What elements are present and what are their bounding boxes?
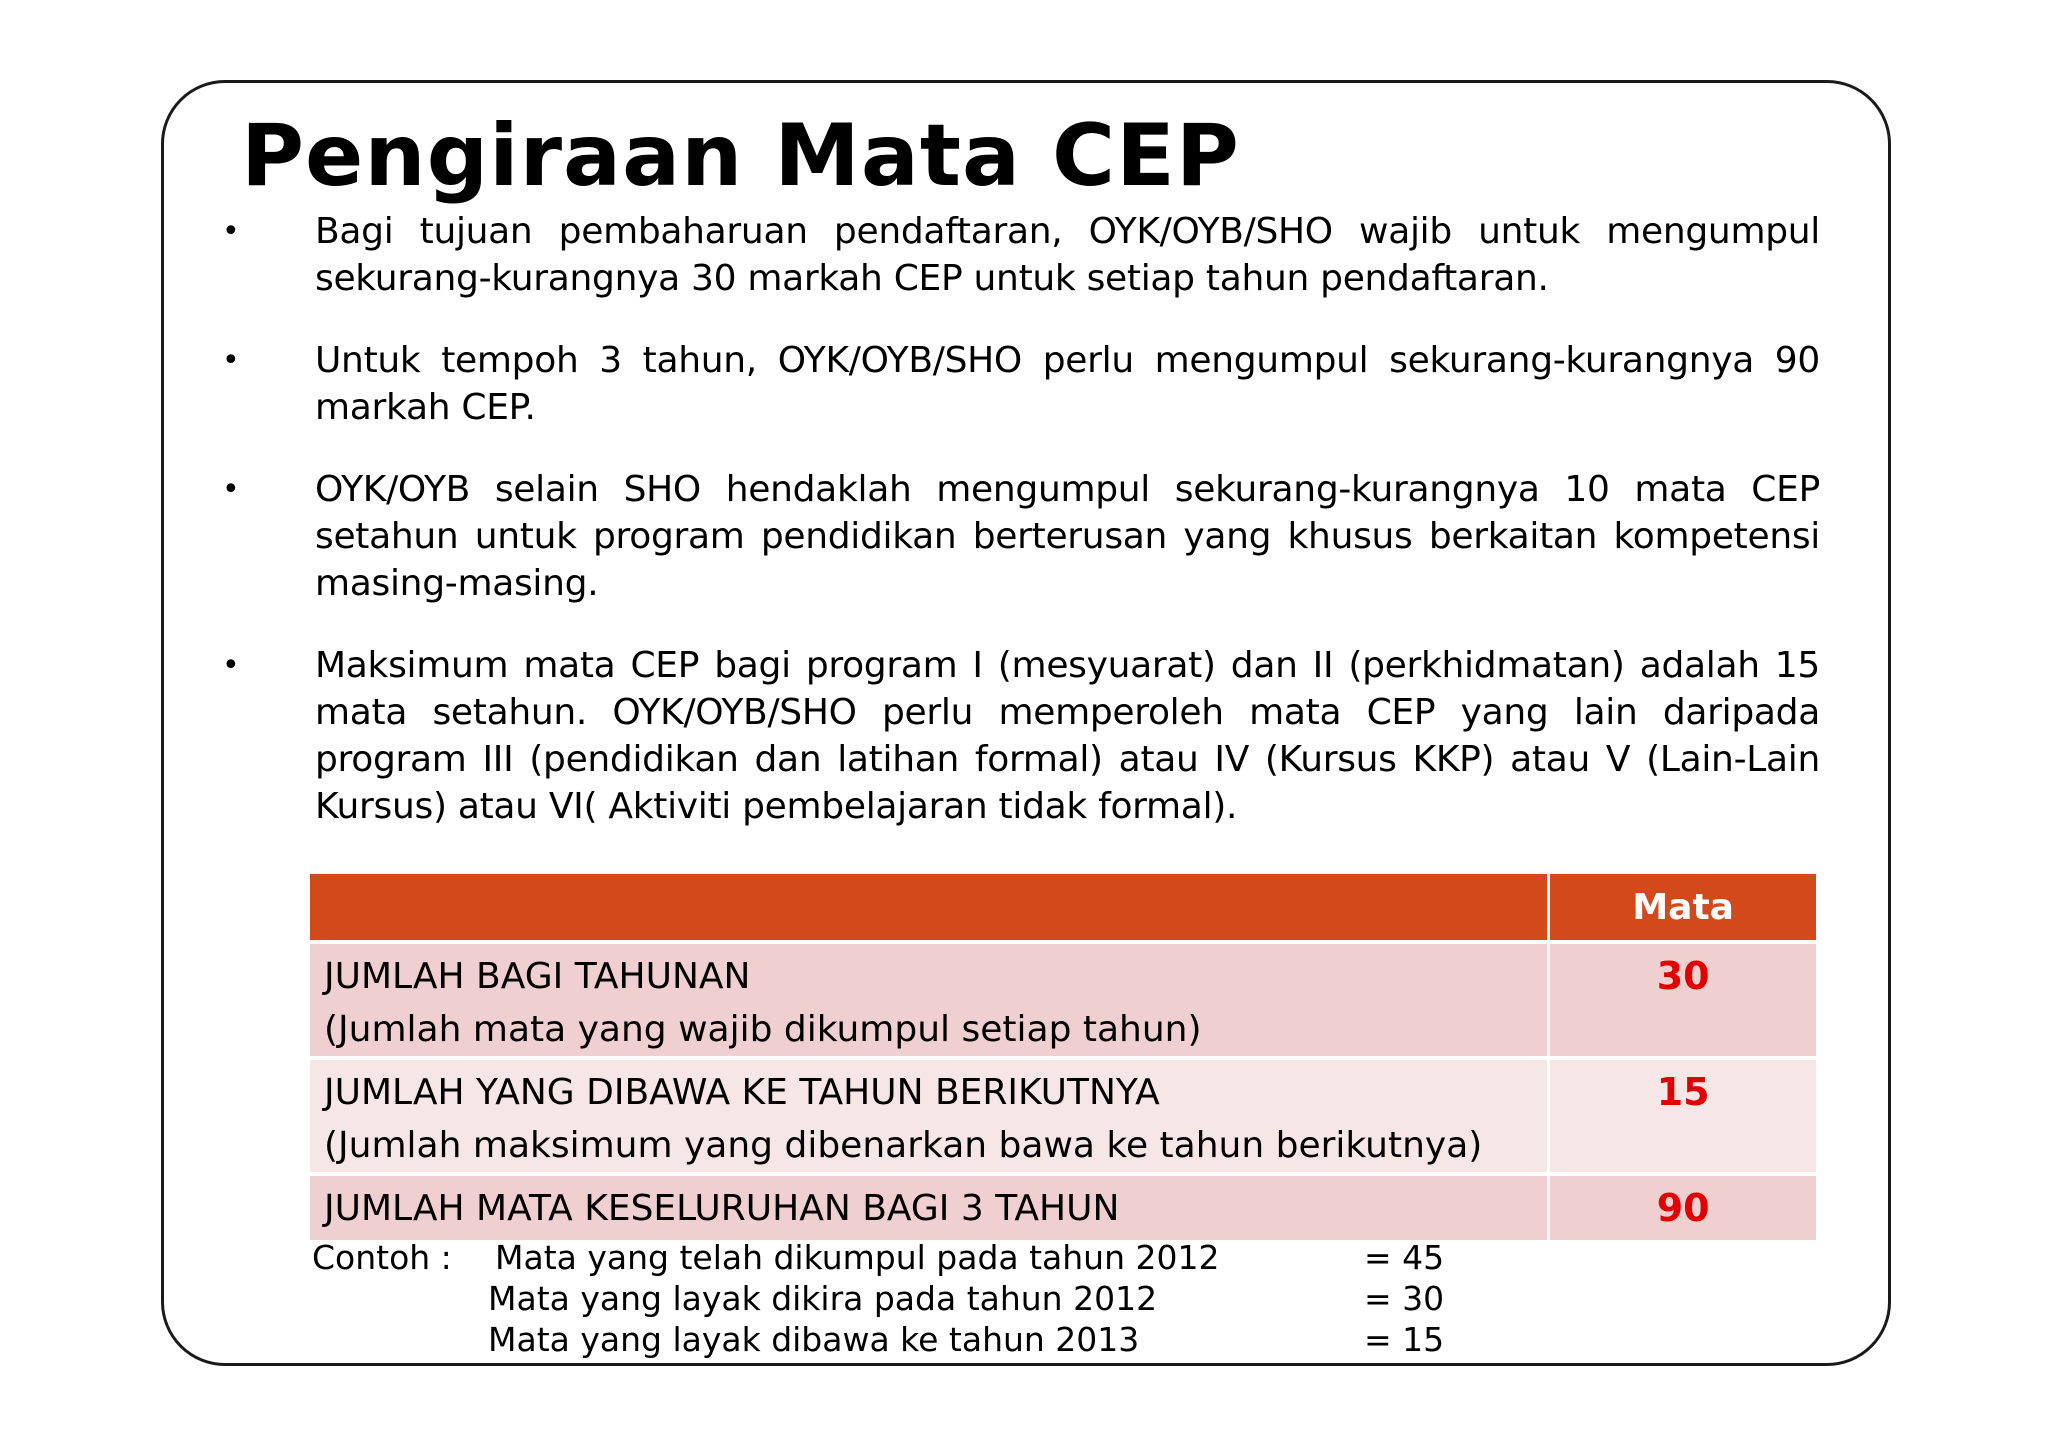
row-value: 15 [1550, 1060, 1816, 1176]
example-value: = 30 [1364, 1279, 1445, 1318]
header-cell-mata: Mata [1550, 874, 1816, 944]
row-sublabel: (Jumlah mata yang wajib dikumpul setiap tahun) [324, 1009, 1202, 1050]
example-block [312, 1237, 1452, 1360]
bullet-item-1 [210, 208, 1820, 302]
example-text: Mata yang layak dibawa ke tahun 2013 [488, 1320, 1140, 1359]
row-value: 30 [1550, 944, 1816, 1060]
table-row [310, 1176, 1816, 1244]
example-value: = 45 [1364, 1238, 1445, 1277]
bullet-dot-icon: • [222, 648, 240, 683]
bullet-item-3 [210, 466, 1820, 607]
header-cell-label [310, 874, 1550, 944]
cep-points-table [310, 874, 1816, 1244]
bullet-text: OYK/OYB selain SHO hendaklah mengumpul sekurang-kurangnya 10 mata CEP setahun untuk program pendidikan berterusan yang khusus berkaitan kompetensi masing-masing. [315, 469, 1820, 604]
bullet-list [210, 208, 1820, 865]
bullet-text: Untuk tempoh 3 tahun, OYK/OYB/SHO perlu mengumpul sekurang-kurangnya 90 markah CEP. [315, 340, 1820, 428]
bullet-dot-icon: • [222, 214, 240, 249]
row-sublabel: (Jumlah maksimum yang dibenarkan bawa ke tahun berikutnya) [324, 1125, 1483, 1166]
example-line [312, 1278, 1452, 1319]
bullet-dot-icon: • [222, 472, 240, 507]
table-row [310, 1060, 1816, 1176]
table-header-row [310, 874, 1816, 944]
row-label-cell [310, 1176, 1550, 1244]
example-line [312, 1319, 1452, 1360]
example-line [312, 1237, 1452, 1278]
table-row [310, 944, 1816, 1060]
example-lead: Contoh : [312, 1238, 452, 1277]
bullet-item-4 [210, 642, 1820, 830]
example-text: Mata yang telah dikumpul pada tahun 2012 [495, 1238, 1220, 1277]
bullet-item-2 [210, 337, 1820, 431]
row-label: JUMLAH YANG DIBAWA KE TAHUN BERIKUTNYA [324, 1072, 1160, 1113]
bullet-text: Bagi tujuan pembaharuan pendaftaran, OYK/OYB/SHO wajib untuk mengumpul sekurang-kurangnya 30 markah CEP untuk setiap tahun pendaftaran. [315, 211, 1820, 299]
example-value: = 15 [1364, 1320, 1445, 1359]
row-value: 90 [1550, 1176, 1816, 1244]
row-label: JUMLAH MATA KESELURUHAN BAGI 3 TAHUN [324, 1188, 1120, 1229]
row-label-cell [310, 944, 1550, 1060]
row-label: JUMLAH BAGI TAHUNAN [324, 956, 751, 997]
bullet-text: Maksimum mata CEP bagi program I (mesyuarat) dan II (perkhidmatan) adalah 15 mata setahun. OYK/OYB/SHO perlu memperoleh mata CEP yang lain daripada program III (pendidikan dan latihan formal) atau IV (Kursus KKP) atau V (Lain-Lain Kursus) atau VI( Aktiviti pembelajaran tidak formal). [315, 645, 1820, 827]
page-title: Pengiraan Mata CEP [241, 106, 1240, 206]
example-text: Mata yang layak dikira pada tahun 2012 [488, 1279, 1158, 1318]
bullet-dot-icon: • [222, 343, 240, 378]
row-label-cell [310, 1060, 1550, 1176]
